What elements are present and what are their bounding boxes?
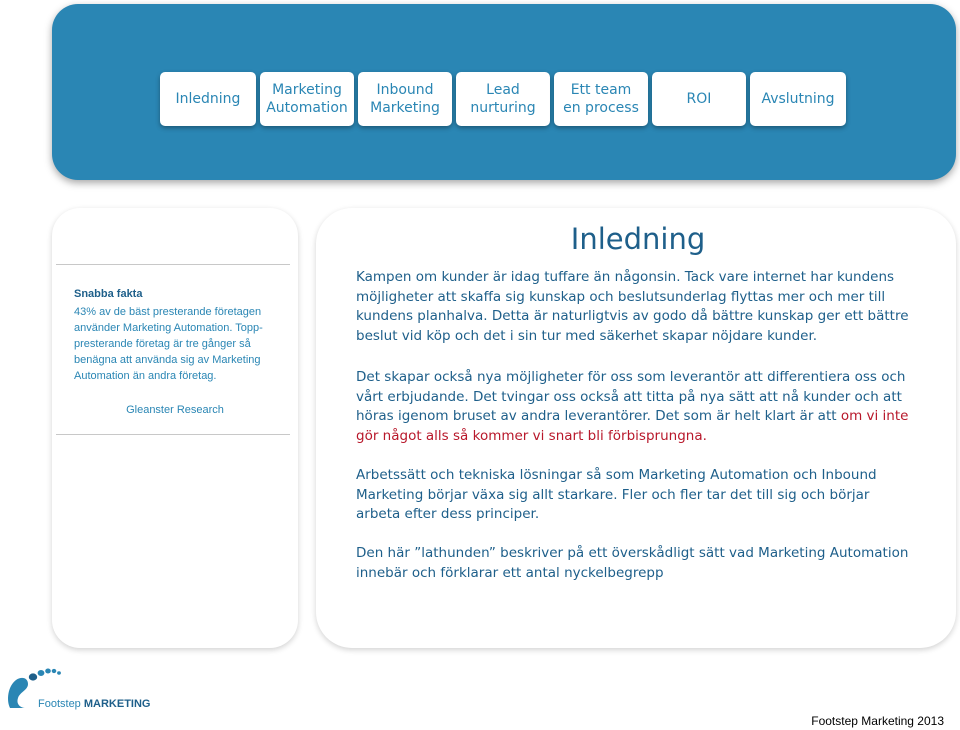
nav-lead-nurturing-button[interactable]: Lead nurturing [456,72,550,126]
nav-roi-button[interactable]: ROI [652,72,746,126]
logo-text: Footstep MARKETING [38,698,151,710]
differentiation-text: Det skapar också nya möjligheter för oss som leverantör att differentiera oss och vårt erbjudande. Det tvingar oss också att titta på nya sätt att nå kunder och att höras igenom bruset av andra leverantörer. Det som är helt klart är att [356,369,906,424]
fact-text: 43% av de bäst presterande företagen använder Marketing Automation. Topp-presterande företag är tre gånger så benägna att använda sig av Marketing Automation än andra företag. [74,306,263,382]
summary-paragraph: Den här ”lathunden” beskriver på ett överskådligt sätt vad Marketing Automation innebär och förklarar ett antal nyckelbegrepp [356,545,909,581]
fact-title: Snabba fakta [74,288,143,300]
nav-avslutning-button[interactable]: Avslutning [750,72,846,126]
intro-paragraph: Kampen om kunder är idag tuffare än någonsin. Tack vare internet har kundens möjligheter att skaffa sig kunskap och beslutsunderlag flyttas mer och mer till kundens planhalva. Detta är naturligtvis av godo då bättre kunskap ger ett bättre beslut vid köp och det i sin tur med säkerhet skapar nöjdare kunder. [356,269,909,344]
quick-facts-panel [52,208,298,648]
top-divider [56,264,290,265]
nav-inledning-button[interactable]: Inledning [160,72,256,126]
differentiation-paragraph [356,368,916,446]
nav-inbound-marketing-button[interactable]: Inbound Marketing [358,72,452,126]
main-content-panel [316,208,956,648]
bottom-divider [56,434,290,435]
methods-paragraph: Arbetssätt och tekniska lösningar så som Marketing Automation och Inbound Marketing börjar växa sig allt starkare. Fler och fler tar det till sig och börjar arbeta efter dess principer. [356,467,877,522]
nav-marketing-automation-button[interactable]: Marketing Automation [260,72,354,126]
highlight-text: om vi inte gör något alls så kommer vi snart bli förbisprungna. [356,408,909,444]
nav-ett-team-button[interactable]: Ett team en process [554,72,648,126]
fact-source: Gleanster Research [126,404,224,416]
footer-text: Footstep Marketing 2013 [811,714,944,728]
page-title: Inledning [570,222,706,256]
